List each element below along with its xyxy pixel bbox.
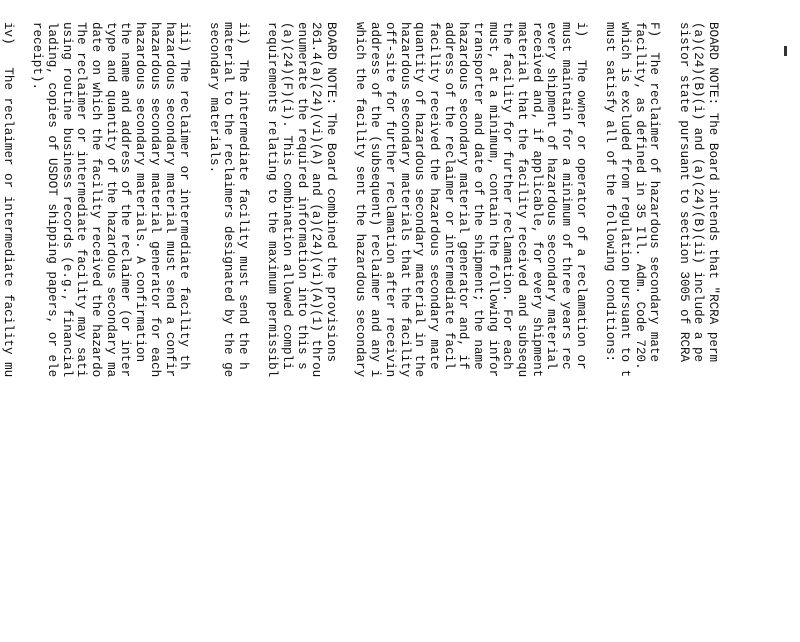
text-line: which is excluded from regulation pursuant to t (617, 22, 632, 642)
text-line: hazardous secondary material generator and, if (456, 22, 471, 642)
text-line: must satisfy all of the following conditions: (603, 22, 618, 642)
text-line: quantity of hazardous secondary material in the (412, 22, 427, 642)
text-line: secondary materials. (206, 22, 221, 642)
text-line: date on which the facility received the hazardo (88, 22, 103, 642)
text-line: requirements relating to the maximum permissibl (265, 22, 280, 642)
text-line: material to the reclaimers designated by the ge (221, 22, 236, 642)
text-line: transporter and date of the shipment; the name (470, 22, 485, 642)
text-line: address of the (subsequent) reclaimer and any i (368, 22, 383, 642)
text-line: hazardous secondary material must send a confir (162, 22, 177, 642)
text-line: received and, if applicable, for every shipment (529, 22, 544, 642)
text-line: hazardous secondary material generator for each (147, 22, 162, 642)
text-line: lading, copies of USDOT shipping papers, or ele (44, 22, 59, 642)
paragraph-para-i (353, 22, 588, 642)
text-line: type and quantity of the hazardous secondary ma (103, 22, 118, 642)
text-line: the name and address of the reclaimer (or inter (118, 22, 133, 642)
text-line: (a)(24)(B)(i) and (a)(24)(B)(ii) include a pe (691, 22, 706, 642)
text-line: material that the facility received and subsequ (514, 22, 529, 642)
paragraph-para-f (603, 22, 662, 642)
paragraph-para-iv (0, 22, 15, 642)
text-line: the facility for further reclamation. For each (500, 22, 515, 642)
text-line: iv) The reclaimer or intermediate facility mu (0, 22, 15, 642)
text-line: must, at a minimum, contain the following infor (485, 22, 500, 642)
text-line: receipt). (30, 22, 45, 642)
text-line: every shipment of hazardous secondary material (544, 22, 559, 642)
text-line: off-site for further reclamation after receivin (382, 22, 397, 642)
text-line: iii) The reclaimer or intermediate facility th (177, 22, 192, 642)
paragraph-para-iii (30, 22, 192, 642)
text-line: (a)(24)(F)(i). This combination allowed compli (279, 22, 294, 642)
text-line: enumerate the required information into this s (294, 22, 309, 642)
text-line: sistor state pursuant to section 3005 of RCRA (676, 22, 691, 642)
text-line: address of the reclaimer or intermediate facil (441, 22, 456, 642)
paragraph-board-note-1 (676, 22, 720, 642)
paragraph-para-ii (206, 22, 250, 642)
text-line: The reclaimer or intermediate facility may sati (74, 22, 89, 642)
text-line: BOARD NOTE: The Board combined the provisions (323, 22, 338, 642)
paragraph-board-note-2 (265, 22, 338, 642)
text-line: BOARD NOTE: The Board intends that "RCRA perm (705, 22, 720, 642)
text-line: which the facility sent the hazardous secondary (353, 22, 368, 642)
text-line: facility, as defined in 35 Ill. Adm. Code 720. (632, 22, 647, 642)
text-line: 261.4(a)(24)(vi)(A) and (a)(24)(vi)(A)(1) throu (309, 22, 324, 642)
text-line: ii) The intermediate facility must send the h (235, 22, 250, 642)
text-line: hazardous secondary materials. A confirmation (133, 22, 148, 642)
text-line: must maintain for a minimum of three years rec (558, 22, 573, 642)
text-line: hazardous secondary materials that the facility (397, 22, 412, 642)
text-line: facility received the hazardous secondary mate (426, 22, 441, 642)
text-line: F) The reclaimer of hazardous secondary mate (647, 22, 662, 642)
text-line: i) The owner or operator of a reclamation or (573, 22, 588, 642)
text-line: using routine business records (e.g., financial (59, 22, 74, 642)
scan-edge-mark (784, 46, 787, 56)
rotated-text-block (80, 22, 720, 642)
